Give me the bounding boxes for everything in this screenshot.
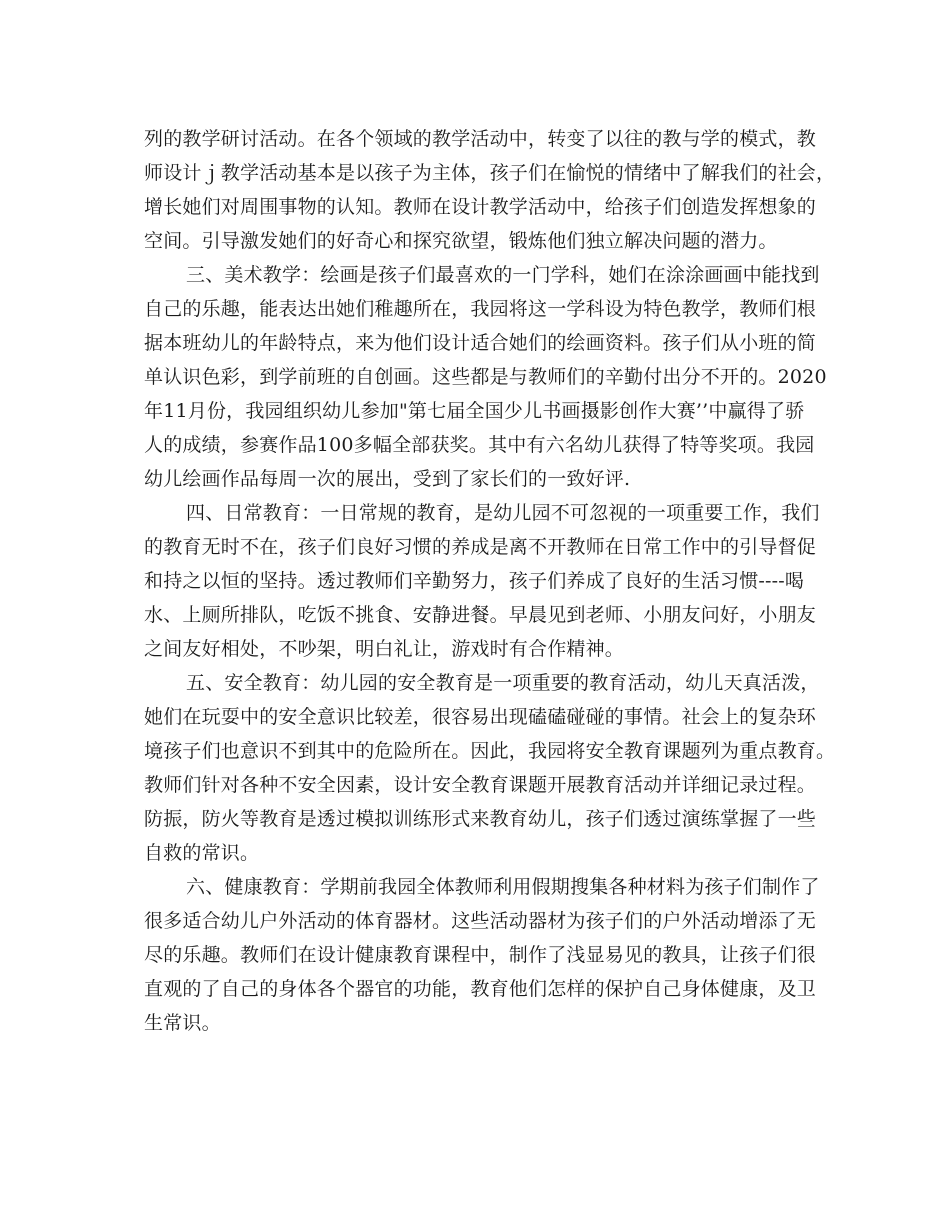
text-line: 增长她们对周围事物的认知。教师在设计教学活动中，给孩子们创造发挥想象的 (144, 196, 817, 218)
text-line: 之间友好相处，不吵架，明白礼让，游戏时有合作精神。 (144, 638, 625, 660)
text-line: 空间。引导激发她们的好奇心和探究欲望，锻炼他们独立解决问题的潜力。 (144, 230, 778, 252)
text-line: 很多适合幼儿户外活动的体育器材。这些活动器材为孩子们的户外活动增添了无 (144, 910, 817, 932)
section-heading-line: 四、日常教育：一日常规的教育，是幼儿园不可忽视的一项重要工作，我们 (186, 502, 820, 524)
text-line: 年11月份，我园组织幼儿参加"第七届全国少儿书画摄影创作大赛’’中赢得了骄 (144, 400, 805, 422)
section-heading-line: 五、安全教育：幼儿园的安全教育是一项重要的教育活动，幼儿天真活泼， (186, 672, 820, 694)
text-line: 单认识色彩，到学前班的自创画。这些都是与教师们的辛勤付出分不开的。2020 (144, 366, 827, 388)
text-line: 师设计ｊ教学活动基本是以孩子为主体，孩子们在愉悦的情绪中了解我们的社会， (144, 162, 836, 184)
text-line: 防振，防火等教育是透过模拟训练形式来教育幼儿，孩子们透过演练掌握了一些 (144, 808, 817, 830)
text-line: 她们在玩耍中的安全意识比较差，很容易出现磕磕碰碰的事情。社会上的复杂环 (144, 706, 817, 728)
section-heading-line: 六、健康教育：学期前我园全体教师利用假期搜集各种材料为孩子们制作了 (186, 876, 820, 898)
section-heading-line: 三、美术教学：绘画是孩子们最喜欢的一门学科，她们在涂涂画画中能找到 (186, 264, 820, 286)
text-line: 幼儿绘画作品每周一次的展出，受到了家长们的一致好评. (144, 468, 631, 490)
text-line: 的教育无时不在，孩子们良好习惯的养成是离不开教师在日常工作中的引导督促 (144, 536, 817, 558)
document-body (144, 122, 836, 1040)
text-line: 直观的了自己的身体各个器官的功能，教育他们怎样的保护自己身体健康，及卫 (144, 978, 817, 1000)
text-line: 人的成绩，参赛作品100多幅全部获奖。其中有六名幼儿获得了特等奖项。我园 (144, 434, 815, 456)
text-line: 境孩子们也意识不到其中的危险所在。因此，我园将安全教育课题列为重点教育。 (144, 740, 836, 762)
text-line: 尽的乐趣。教师们在设计健康教育课程中，制作了浅显易见的教具，让孩子们很 (144, 944, 817, 966)
text-line: 水、上厕所排队，吃饭不挑食、安静进餐。早晨见到老师、小朋友问好，小朋友 (144, 604, 817, 626)
text-line: 自己的乐趣，能表达出她们稚趣所在，我园将这一学科设为特色教学，教师们根 (144, 298, 817, 320)
text-line: 生常识。 (144, 1012, 221, 1034)
text-line: 和持之以恒的坚持。透过教师们辛勤努力，孩子们养成了良好的生活习惯----喝 (144, 570, 805, 592)
text-line: 据本班幼儿的年龄特点，来为他们设计适合她们的绘画资料。孩子们从小班的简 (144, 332, 817, 354)
text-line: 列的教学研讨活动。在各个领域的教学活动中，转变了以往的教与学的模式，教 (144, 128, 817, 150)
text-line: 教师们针对各种不安全因素，设计安全教育课题开展教育活动并详细记录过程。 (144, 774, 817, 796)
text-line: 自救的常识。 (144, 842, 260, 864)
